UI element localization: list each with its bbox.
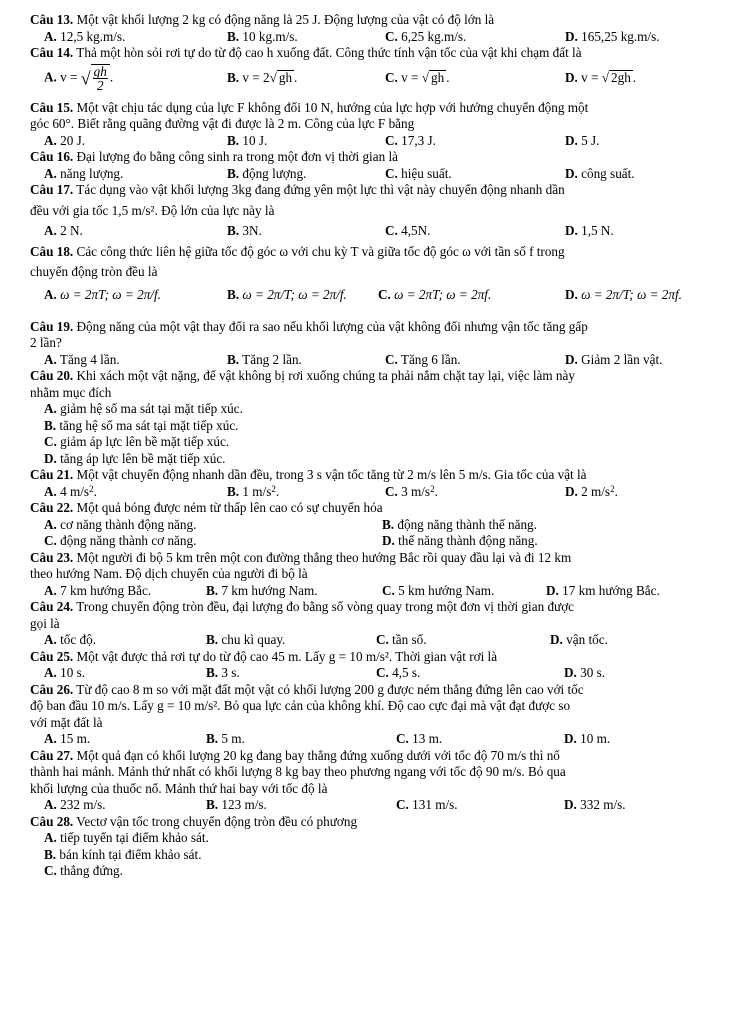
question-17 (30, 182, 720, 240)
question-24 (30, 599, 720, 649)
option-d: D. 10 m. (564, 731, 611, 746)
exam-page (30, 12, 720, 880)
option-a: A. 232 m/s. (44, 797, 106, 812)
options (30, 583, 720, 600)
question-stem-cont: chuyển động tròn đều là (30, 264, 158, 279)
question-stem: Thả một hòn sỏi rơi tự do từ độ cao h xuống đất. Công thức tính vận tốc của vật khi chạm đất là (76, 45, 582, 60)
question-stem: Một quả bóng được ném từ thấp lên cao có sự chuyển hóa (76, 500, 383, 515)
question-label: Câu 20. (30, 368, 74, 383)
option-a: A. tốc độ. (44, 632, 97, 647)
option-c: C. tần số. (376, 632, 427, 647)
options (30, 352, 720, 369)
question-28 (30, 814, 720, 880)
question-label: Câu 16. (30, 149, 74, 164)
option-b: B. v = 2√ gh . (227, 69, 298, 85)
option-a: A. giảm hệ số ma sát tại mặt tiếp xúc. (44, 401, 243, 416)
question-label: Câu 26. (30, 681, 74, 697)
question-15 (30, 100, 720, 150)
question-label: Câu 17. (30, 182, 74, 197)
option-c: C. 4,5N. (385, 223, 431, 238)
question-13 (30, 12, 720, 45)
question-stem-cont: góc 60°. Biết rằng quãng đường vật đi được là 2 m. Công của lực F bằng (30, 116, 415, 131)
option-c: C. ω = 2πT; ω = 2πf. (378, 286, 492, 302)
question-label: Câu 23. (30, 549, 74, 565)
question-label: Câu 28. (30, 813, 74, 829)
option-a: A. ω = 2πT; ω = 2π/f. (44, 286, 161, 302)
question-stem: Các công thức liên hệ giữa tốc độ góc ω với chu kỳ T và giữa tốc độ góc ω với tần số f trong (76, 243, 565, 259)
question-19 (30, 319, 720, 369)
question-label: Câu 22. (30, 500, 74, 515)
options (30, 484, 720, 501)
options (30, 797, 720, 814)
question-label: Câu 14. (30, 45, 74, 60)
option-a: A. tiếp tuyến tại điểm khảo sát. (44, 830, 209, 845)
option-d: D. công suất. (565, 165, 635, 181)
question-stem: Từ độ cao 8 m so với mặt đất một vật có khối lượng 200 g được ném thẳng đứng lên cao với tốc (76, 681, 584, 697)
option-d: D. vận tốc. (550, 632, 608, 647)
question-stem-cont: thành hai mảnh. Mảnh thứ nhất có khối lượng 8 kg bay theo phương ngang với tốc độ 90 m/s. Bỏ qua (30, 764, 566, 779)
option-d: D. 2 $m/s^2$. (565, 483, 618, 499)
option-b: B. 1 $m/s^2$. (227, 483, 280, 499)
question-26 (30, 682, 720, 748)
option-a: A. 15 m. (44, 731, 91, 746)
question-stem: Một vật chuyển động nhanh dần đều, trong 3 s vận tốc tăng từ 2 m/s lên 5 m/s. Gia tốc của vật là (76, 467, 587, 482)
options (30, 665, 720, 682)
option-d: D. 17 km hướng Bắc. (546, 582, 660, 598)
question-stem: Một vật được thả rơi tự do từ độ cao 45 m. Lấy g = 10 m/s². Thời gian vật rơi là (76, 648, 498, 664)
question-21 (30, 467, 720, 500)
option-c: C. giảm áp lực lên bề mặt tiếp xúc. (44, 434, 230, 449)
option-d: D. ω = 2π/T; ω = 2πf. (565, 286, 682, 302)
option-c: C. v = √ gh . (385, 69, 450, 85)
option-a: A. v = √ $\frac{gh}{2}$ . (44, 63, 114, 93)
option-d: D. 30 s. (564, 665, 606, 680)
option-c: C. động năng thành cơ năng. (44, 533, 197, 548)
question-stem: Một quả đạn có khối lượng 20 kg đang bay thẳng đứng xuống dưới với tốc độ 70 m/s thì nổ (76, 747, 560, 763)
question-label: Câu 27. (30, 747, 74, 763)
option-a: A. Tăng 4 lần. (44, 351, 120, 367)
option-d: D. 332 m/s. (564, 797, 626, 812)
option-d: D. 1,5 N. (565, 223, 614, 238)
option-b: B. tăng hệ số ma sát tại mặt tiếp xúc. (44, 417, 239, 433)
question-stem: Một vật chịu tác dụng của lực F không đổi 10 N, hướng của lực hợp với hướng chuyển động một (76, 99, 589, 115)
option-b: B. ω = 2π/T; ω = 2π/f. (227, 286, 347, 302)
question-25 (30, 649, 720, 682)
question-stem: Đại lượng đo bằng công sinh ra trong một đơn vị thời gian là (76, 149, 398, 164)
question-stem-cont: độ ban đầu 10 m/s. Lấy g = 10 m/s². Bỏ qua lực cản của không khí. Độ cao cực đại mà vật đạt được so (30, 698, 571, 713)
option-c: C. 131 m/s. (396, 797, 458, 812)
option-a: A. cơ năng thành động năng. (44, 516, 197, 532)
question-stem-cont: 2 lần? (30, 335, 62, 350)
question-label: Câu 13. (30, 12, 74, 27)
option-a: A. 4 $m/s^2$. (44, 483, 97, 499)
options (30, 62, 720, 96)
options-row-2 (30, 533, 720, 550)
option-b: B. bán kính tại điểm khảo sát. (44, 846, 202, 862)
question-18 (30, 244, 720, 315)
question-stem: Tác dụng vào vật khối lượng 3kg đang đứng yên một lực thì vật này chuyển động nhanh dần (76, 182, 565, 197)
options (30, 29, 720, 46)
option-b: B. 7 km hướng Nam. (206, 582, 318, 598)
question-stem-cont: đều với gia tốc 1,5 m/s². Độ lớn của lực này là (30, 202, 275, 218)
option-b: B. động năng thành thế năng. (382, 516, 537, 532)
question-label: Câu 21. (30, 467, 74, 482)
options (30, 281, 720, 315)
question-label: Câu 25. (30, 648, 74, 664)
option-a: A. 7 km hướng Bắc. (44, 582, 152, 598)
options (30, 632, 720, 649)
option-d: D. 165,25 kg.m/s. (565, 28, 660, 44)
option-d: D. v = √ 2gh . (565, 69, 637, 85)
question-23 (30, 550, 720, 600)
question-stem-cont-2: khối lượng của thuốc nổ. Mảnh thứ hai bay với tốc độ là (30, 780, 328, 796)
question-stem-cont: nhằm mục đích (30, 384, 112, 400)
question-stem-cont-2: với mặt đất là (30, 714, 103, 730)
question-stem: Trong chuyển động tròn đều, đại lượng đo bằng số vòng quay trong một đơn vị thời gian được (76, 599, 575, 614)
options (30, 223, 720, 240)
option-d: D. 5 J. (565, 132, 600, 148)
option-b: B. chu kì quay. (206, 632, 286, 647)
option-c: C. hiệu suất. (385, 165, 452, 181)
option-c: C. 17,3 J. (385, 132, 436, 148)
options (30, 166, 720, 183)
question-label: Câu 15. (30, 99, 74, 115)
options (44, 830, 720, 880)
options (44, 401, 720, 467)
question-16 (30, 149, 720, 182)
option-c: C. 4,5 s. (376, 665, 421, 680)
option-b: B. 10 kg.m/s. (227, 28, 298, 44)
options (30, 731, 720, 748)
option-c: C. Tăng 6 lần. (385, 351, 461, 367)
option-a: A. 12,5 kg.m/s. (44, 28, 126, 44)
option-c: C. 6,25 kg.m/s. (385, 28, 467, 44)
question-stem-cont: gọi là (30, 615, 60, 631)
question-stem: Vectơ vận tốc trong chuyển động tròn đều có phương (76, 813, 358, 829)
question-22 (30, 500, 720, 550)
option-d: D. Giảm 2 lần vật. (565, 351, 663, 367)
option-b: B. 3N. (227, 223, 262, 238)
question-stem-cont: theo hướng Nam. Độ dịch chuyển của người đi bộ là (30, 566, 308, 581)
option-b: B. 3 s. (206, 665, 240, 680)
option-b: B. 123 m/s. (206, 797, 267, 812)
question-stem: Một vật khối lượng 2 kg có động năng là 25 J. Động lượng của vật có độ lớn là (76, 12, 495, 27)
option-b: B. 5 m. (206, 731, 245, 746)
option-a: A. 10 s. (44, 665, 86, 680)
option-d: D. thế năng thành động năng. (382, 533, 538, 548)
option-a: A. 20 J. (44, 132, 86, 148)
question-stem: Khi xách một vật nặng, để vật không bị rơi xuống chúng ta phải nắm chặt tay lại, việc làm này (76, 368, 575, 383)
question-label: Câu 18. (30, 243, 74, 259)
question-label: Câu 24. (30, 599, 74, 614)
option-c: C. thẳng đứng. (44, 863, 123, 878)
question-14 (30, 45, 720, 96)
option-a: A. 2 N. (44, 223, 83, 238)
question-stem: Động năng của một vật thay đổi ra sao nếu khối lượng của vật không đổi nhưng vận tốc tăng gấp (76, 318, 588, 334)
question-27 (30, 748, 720, 814)
question-stem: Một người đi bộ 5 km trên một con đường thẳng theo hướng Bắc rồi quay đầu lại và đi 12 km (76, 549, 572, 565)
option-b: B. động lượng. (227, 165, 307, 181)
option-c: C. 3 $m/s^2$. (385, 483, 438, 499)
option-d: D. tăng áp lực lên bề mặt tiếp xúc. (44, 450, 226, 466)
question-20 (30, 368, 720, 467)
option-b: B. Tăng 2 lần. (227, 351, 302, 367)
option-c: C. 5 km hướng Nam. (382, 582, 495, 598)
option-a: A. năng lượng. (44, 165, 124, 181)
option-c: C. 13 m. (396, 731, 443, 746)
option-b: B. 10 J. (227, 132, 268, 148)
options-row-1 (30, 517, 720, 534)
options (30, 133, 720, 150)
question-label: Câu 19. (30, 318, 74, 334)
